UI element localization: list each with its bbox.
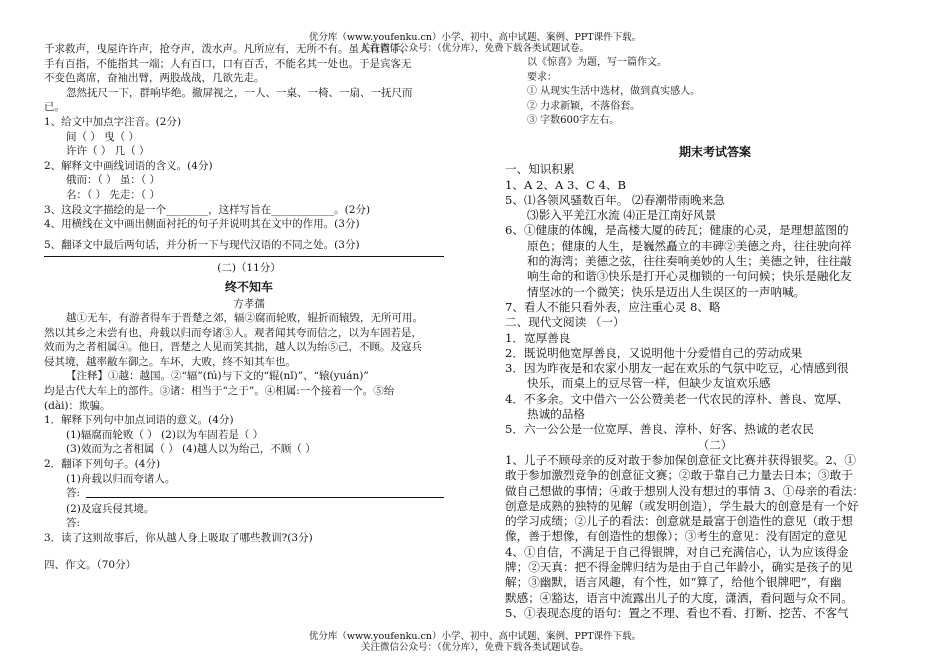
passage-line: 侵其境，越率敝车御之。车坏，大败，终不知其车也。	[44, 355, 296, 368]
question-1-blanks: 许许（ ） 几（ ）	[66, 145, 150, 158]
answer-line: 5、⑴各领风骚数百年。 ⑵春潮带雨晚来急	[505, 192, 725, 207]
answer-line: 4、①自信，不满足于自己得银牌，对自己充满信心，认为应该得金	[505, 544, 849, 559]
answer-line: 原色；健康的人生，是巍然矗立的丰碑②美德之舟，往往驶向祥	[527, 238, 852, 253]
reading-question-2-item: (2)及寇兵侵其境。	[66, 502, 155, 515]
answer-line	[86, 497, 444, 498]
answer-line: 响生命的和谐③快乐是打开心灵枷锁的一句问候；快乐是融化友	[527, 269, 852, 284]
reading-question-2: 2．翻译下列句子。(4分)	[44, 458, 161, 471]
question-4: 4、用横线在文中画出侧面衬托的句子并说明其在文中的作用。(3分)	[44, 218, 360, 231]
question-1: 1、给文中加点字注音。(2分)	[44, 115, 182, 128]
answer-section-heading: 一、知识积累	[505, 162, 575, 177]
footer-line-1: 优分库（www.youfenku.cn）小学、初中、高中试题、案例、PPT课件下载。	[308, 631, 642, 642]
note-line: 【注释】①越：越国。②“辐”(fú)与下文的“辊(nǐ)”、“辕(yuán)”	[66, 370, 369, 383]
answer-line: 创意是成熟的独特的见解（或发明创造），学生最大的创意是有一个好	[505, 498, 859, 513]
footer-line-2: 关注微信公众号：（优分库），免费下载各类试题试卷。	[360, 642, 589, 653]
question-2-blanks: 俄而：（ ） 虽：（ ）	[66, 174, 161, 187]
answer-line: 5．六一公公是一位宽厚、善良、淳朴、好客、热诚的老农民	[505, 422, 814, 437]
answer-line: 和的海湾；美德之弦，往往奏响美妙的人生；美德之钟，往往敲	[527, 254, 852, 269]
answer-line	[44, 256, 444, 257]
passage-line: 忽然抚尺一下，群响毕绝。撤屏视之，一人、一桌、一椅、一扇、一抚尺而	[66, 86, 413, 99]
passage-line: 千求救声，曳屋许许声，抢夺声，泼水声。凡所应有，无所不有。虽人有百手，	[44, 43, 412, 55]
answer-line: 解；③幽默，语言风趣，有个性，如“算了，给他个银牌吧”，有幽	[505, 575, 842, 590]
section-4-heading: 四、作文。（70分）	[44, 558, 137, 571]
question-2-blanks: 名：（ ） 先走：（ ）	[66, 188, 161, 201]
passage-author: 方孝孺	[233, 297, 265, 310]
composition-requirement: ③ 字数600字左右。	[527, 115, 620, 127]
answer-line: 2．既说明他宽厚善良，又说明他十分爱惜自己的劳动成果	[505, 345, 803, 360]
question-1-blanks: 间（ ） 曳（ ）	[66, 130, 140, 143]
composition-requirement: ① 从现实生活中选材，做到真实感人。	[527, 86, 701, 98]
left-column	[44, 42, 454, 572]
reading-question-1: 1．解释下列句中加点词语的意义。(4分)	[44, 414, 234, 427]
answer-line: 7、看人不能只看外表，应注重心灵 8、略	[505, 299, 721, 314]
answer-line: 快乐，而桌上的豆尽管一样，但缺少友谊欢乐感	[527, 376, 771, 391]
right-column	[505, 56, 925, 621]
passage-line: 效而为之者相属④。他日，晋楚之人见而笑其拙，越人以为绐⑤己，不顾。及寇兵	[44, 341, 422, 354]
answer-line: 1、儿子不顾母亲的反对敢于参加保创意征文比赛并获得银奖。2、①	[505, 452, 856, 467]
passage-line: 越①无车，有游者得车于晋楚之郊，辐②腐而轮败，辊折而辕毁，无所可用。	[66, 312, 423, 325]
answer-line: 情坚冰的一个微笑；快乐是迈出人生误区的一声呐喊。	[527, 284, 806, 299]
answer-label: 答:	[66, 487, 81, 500]
answer-line: 像，善于想像，有创造性的想像）；③考生的意见：没有固定的意见	[505, 529, 848, 544]
composition-requirement: ② 力求新颖，不落俗套。	[527, 100, 641, 112]
answer-key-title: 期末考试答案	[678, 144, 751, 159]
answer-line: 做自己想做的事情；④敢于想别人没有想过的事情 3、①母亲的看法：	[505, 483, 864, 498]
answer-label: 答:	[66, 517, 81, 530]
answer-line: 敢于参加激烈竞争的创意征文赛；②敢于靠自己力量去日本；③敢于	[505, 468, 853, 483]
answer-line: 4．不多余。文中借六一公公赞美老一代农民的淳朴、善良、宽厚、	[505, 391, 849, 406]
passage-line: 手有百指，不能指其一端；人有百口，口有百舌，不能名其一处也。于是宾客无	[44, 57, 412, 70]
note-line: 均是古代大车上的部件。③诸：相当于“之于”。④相属:一个接着一个。⑤绐	[44, 385, 395, 398]
answer-line: 默感；④豁达，语言中流露出儿子的大度，潇洒，看问题与众不同。	[505, 590, 853, 605]
question-5: 5、翻译文中最后两句话，并分析一下与现代汉语的不同之处。(3分)	[44, 238, 360, 251]
answer-line: 牌；②天真：把不得金牌归结为是由于自己年龄小，确实是孩子的见	[505, 559, 853, 574]
note-line: (dài)：欺骗。	[44, 399, 111, 412]
composition-prompt: 以《惊喜》为题，写一篇作文。	[527, 57, 667, 68]
answer-section-heading: （二）	[697, 437, 733, 452]
answer-line: 3．因为昨夜是和农家小朋友一起在欢乐的气氛中吃豆，心情感到很	[505, 361, 849, 376]
answer-line: ⑶影入平羌江水流 ⑷正是江南好风景	[527, 208, 717, 223]
header-line-1: 优分库（www.youfenku.cn）小学、初中、高中试题、案例、PPT课件下载。	[308, 32, 642, 43]
reading-question-3: 3．读了这则故事后，你从越人身上吸取了哪些教训?(3分)	[44, 532, 313, 544]
question-3: 3、这段文字描绘的是一个________，这样写旨在____________。(2分)	[44, 203, 371, 216]
answer-line: 1、A 2、A 3、C 4、B	[505, 177, 627, 192]
header-line-2: 关注微信公众号：（优分库），免费下载各类试题试卷。	[360, 43, 589, 54]
reading-question-2-item: (1)舟载以归而夸诸人。	[66, 472, 176, 485]
reading-question-1-blanks: (1)辐腐而轮败（ ） (2)以为车固若是（ ）	[66, 428, 264, 441]
reading-question-1-blanks: (3)效而为之者相属（ ） (4)越人以为绐己，不顾（ ）	[66, 443, 316, 456]
passage-line: 然以其乡之未尝有也，舟载以归而夸诸③人。观者闻其夸而信之，以为车固若是，	[44, 326, 422, 339]
answer-line: 的学习成绩；②儿子的看法：创意就是最富于创造性的意见（敢于想	[505, 514, 853, 529]
answer-line: 5、①表现态度的语句：置之不理、看也不看、打断、挖苦、不客气	[505, 605, 849, 620]
answer-section-heading: 二、现代文阅读 （一）	[505, 315, 625, 330]
passage-line: 不变色离席，奋袖出臂，两股战战，几欲先走。	[44, 72, 265, 85]
answer-line: 6、①健康的体魄，是高楼大厦的砖瓦；健康的心灵，是理想蓝图的	[505, 223, 849, 238]
section-2-heading: (二)（11分）	[217, 262, 281, 275]
page-footer	[0, 631, 950, 653]
question-2: 2、解释文中画线词语的含义。(4分)	[44, 159, 213, 172]
answer-line: 1．宽厚善良	[505, 330, 571, 345]
passage-title: 终不知车	[224, 279, 273, 294]
answer-line: 热诚的品格	[527, 407, 585, 422]
composition-requirement: 要求：	[527, 71, 557, 83]
passage-line: 已。	[44, 101, 65, 114]
